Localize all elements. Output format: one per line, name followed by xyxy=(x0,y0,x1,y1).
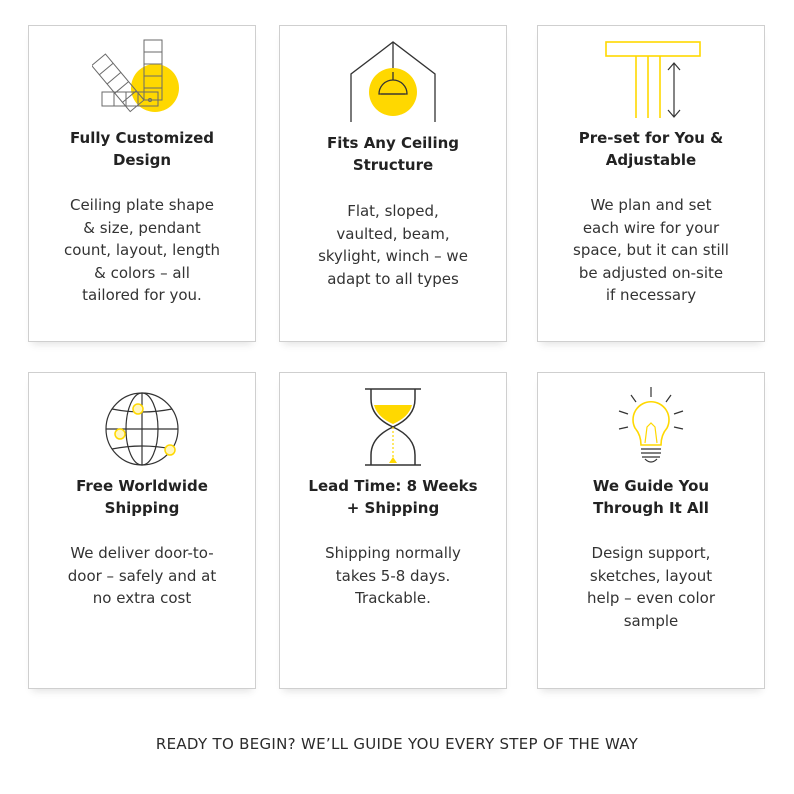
feature-card-free-shipping xyxy=(28,372,256,689)
hourglass-icon xyxy=(280,383,506,473)
card-description: Ceiling plate shape & size, pendant count, layout, length & colors – all tailored for you. xyxy=(63,196,220,304)
adjustable-wire-icon xyxy=(538,36,764,126)
feature-card-lead-time xyxy=(279,372,507,689)
card-description: Flat, sloped, vaulted, beam, skylight, winch – we adapt to all types xyxy=(318,202,468,288)
call-to-action-text: READY TO BEGIN? WE’LL GUIDE YOU EVERY STEP OF THE WAY xyxy=(155,735,639,753)
card-description: Design support, sketches, layout help – even color sample xyxy=(586,544,715,630)
globe-icon xyxy=(29,383,255,473)
card-title: Fully Customized Design xyxy=(70,129,214,169)
feature-card-preset-adjustable xyxy=(537,25,765,342)
card-description: Shipping normally takes 5-8 days. Trackable. xyxy=(325,544,461,607)
feature-card-guidance xyxy=(537,372,765,689)
card-title: Lead Time: 8 Weeks + Shipping xyxy=(308,477,478,517)
card-description: We plan and set each wire for your space, but it can still be adjusted on-site if necessary xyxy=(573,196,729,304)
card-title: Free Worldwide Shipping xyxy=(76,477,208,517)
ceiling-lamp-icon xyxy=(280,36,506,126)
card-title: Fits Any Ceiling Structure xyxy=(326,134,460,174)
lightbulb-icon xyxy=(538,383,764,473)
color-swatch-icon xyxy=(29,36,255,126)
card-title: We Guide You Through It All xyxy=(592,477,710,517)
feature-card-customized-design xyxy=(28,25,256,342)
card-description: We deliver door-to- door – safely and at no extra cost xyxy=(67,544,217,607)
card-title: Pre-set for You & Adjustable xyxy=(578,129,724,169)
feature-card-ceiling-structure xyxy=(279,25,507,342)
